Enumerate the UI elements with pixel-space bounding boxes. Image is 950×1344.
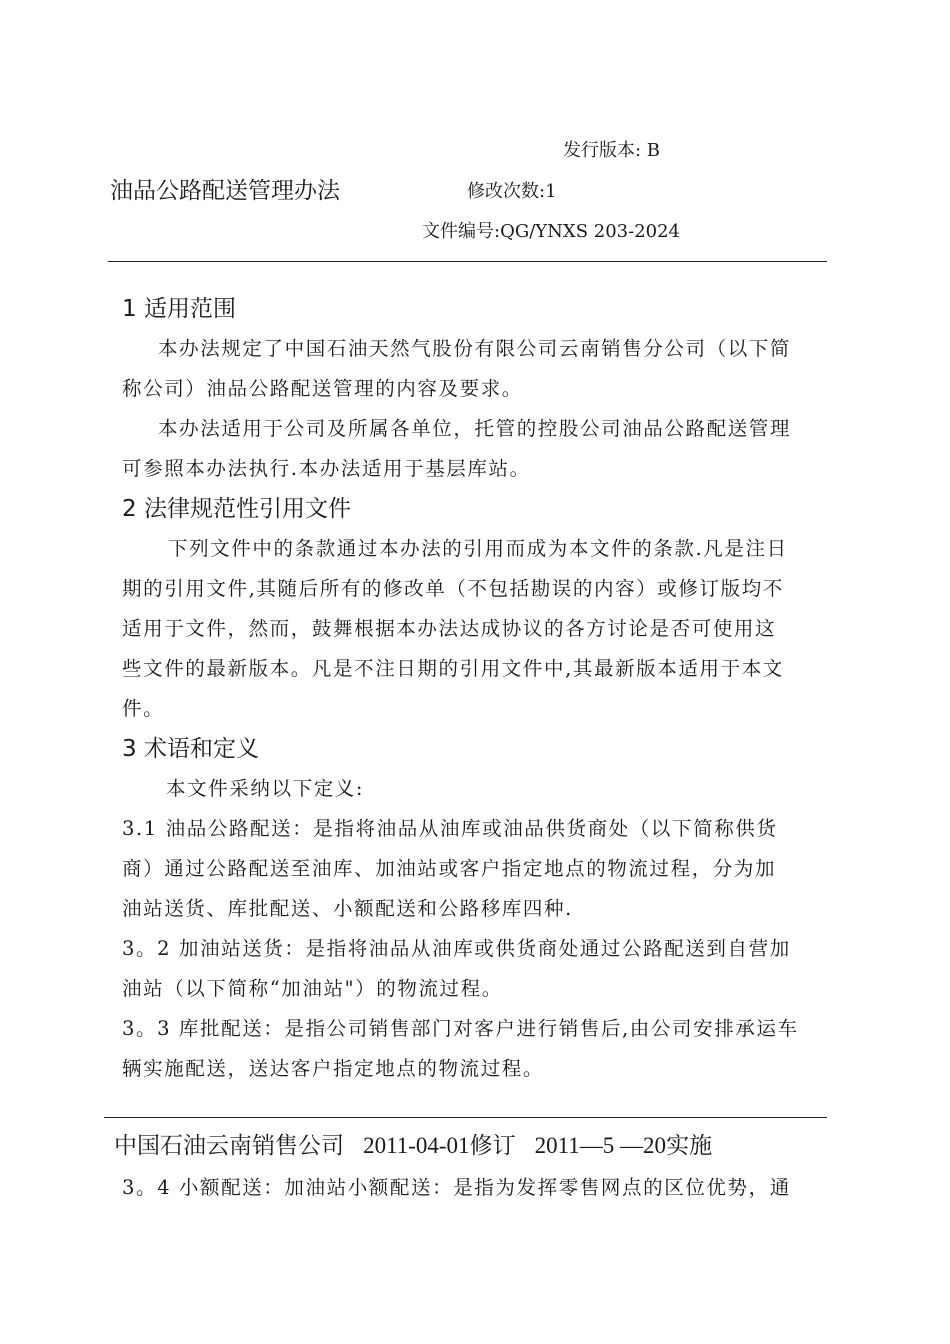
body-line: 商）通过公路配送至油库、加油站或客户指定地点的物流过程，分为加 (122, 857, 777, 880)
footer-effective-label: 实施 (666, 1133, 713, 1159)
body-line: 期的引用文件,其随后所有的修改单（不包括勘误的内容）或修订版均不 (122, 577, 784, 600)
body-line: 3。3 库批配送：是指公司销售部门对客户进行销售后,由公司安排承运车 (122, 1017, 799, 1040)
continuation-line: 3。4 小额配送：加油站小额配送：是指为发挥零售网点的区位优势，通 (122, 1176, 791, 1199)
body-line: 些文件的最新版本。凡是不注日期的引用文件中,其最新版本适用于本文 (122, 657, 784, 680)
body-line: 油站送货、库批配送、小额配送和公路移库四种. (122, 897, 573, 920)
document-title: 油品公路配送管理办法 (110, 178, 340, 204)
body-line: 可参照本办法执行.本办法适用于基层库站。 (122, 457, 531, 480)
body-line: 本文件采纳以下定义: (166, 777, 365, 800)
body-line: 3。2 加油站送货：是指将油品从油库或供货商处通过公路配送到自营加 (122, 937, 791, 960)
footer-divider (104, 1117, 827, 1118)
footer-company: 中国石油云南销售公司 (114, 1133, 344, 1159)
footer-effective-date: 2011—5 —20 (534, 1133, 667, 1158)
body-line: 件。 (122, 697, 165, 720)
footer-revised-date: 2011-04-01 (363, 1133, 470, 1158)
section-heading-definitions: 3 术语和定义 (122, 736, 259, 762)
revision-count: 修改次数:1 (467, 181, 557, 202)
section-heading-scope: 1 适用范围 (122, 296, 236, 322)
body-line: 油站（以下简称“加油站"）的物流过程。 (122, 977, 503, 1000)
body-line: 适用于文件，然而，鼓舞根据本办法达成协议的各方讨论是否可使用这 (122, 617, 777, 640)
page-footer (114, 1127, 712, 1160)
body-line: 3.1 油品公路配送：是指将油品从油库或油品供货商处（以下简称供货 (122, 817, 778, 840)
header-divider (108, 261, 827, 262)
body-line: 辆实施配送，送达客户指定地点的物流过程。 (122, 1057, 545, 1080)
version-label: 发行版本: B (563, 140, 661, 161)
body-line: 本办法规定了中国石油天然气股份有限公司云南销售分公司（以下简 (158, 337, 792, 360)
document-number: 文件编号:QG/YNXS 203-2024 (422, 221, 681, 242)
footer-revised-label: 修订 (469, 1133, 516, 1159)
body-line: 下列文件中的条款通过本办法的引用而成为本文件的条款.凡是注日 (168, 537, 788, 560)
body-line: 称公司）油品公路配送管理的内容及要求。 (122, 377, 523, 400)
body-line: 本办法适用于公司及所属各单位，托管的控股公司油品公路配送管理 (158, 417, 792, 440)
section-heading-references: 2 法律规范性引用文件 (122, 496, 351, 522)
